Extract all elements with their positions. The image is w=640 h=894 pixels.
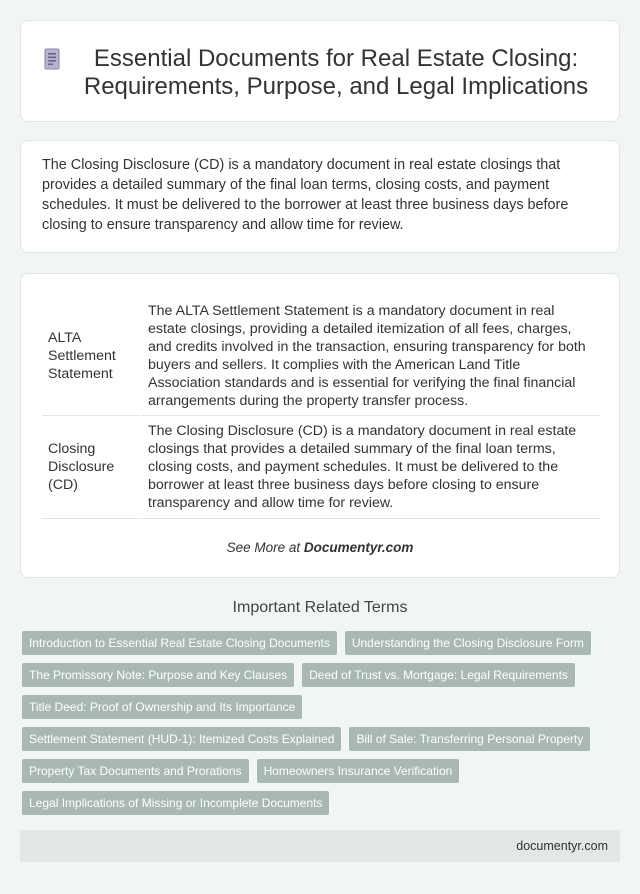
- see-more-link[interactable]: [21, 540, 619, 555]
- table-row: [42, 298, 600, 415]
- document-icon: [41, 47, 63, 73]
- title-wrap: [21, 21, 619, 101]
- related-term-tag[interactable]: Homeowners Insurance Verification: [257, 759, 460, 783]
- related-term-tag[interactable]: Introduction to Essential Real Estate Closing Documents: [22, 631, 337, 655]
- related-term-tag[interactable]: Title Deed: Proof of Ownership and Its Importance: [22, 695, 302, 719]
- related-terms-heading: Important Related Terms: [232, 599, 408, 616]
- related-terms-list: [22, 631, 622, 823]
- footer: [20, 830, 620, 862]
- related-term-tag[interactable]: Deed of Trust vs. Mortgage: Legal Requirements: [302, 663, 575, 687]
- description-cell: The ALTA Settlement Statement is a mandatory document in real estate closings, providing a detailed itemization of all fees, charges, and credits involved in the transaction, ensuring transparency for both buyers and sellers. It complies with the American Land Title Association standards and is essential for verifying the final financial arrangements during the property transfer process.: [142, 298, 600, 415]
- term-cell: ALTA Settlement Statement: [42, 298, 140, 415]
- table-row: [42, 415, 600, 518]
- related-term-tag[interactable]: Property Tax Documents and Prorations: [22, 759, 249, 783]
- term-cell: Closing Disclosure (CD): [42, 415, 140, 518]
- related-term-tag[interactable]: The Promissory Note: Purpose and Key Clauses: [22, 663, 294, 687]
- terms-table: [42, 298, 600, 519]
- related-term-tag[interactable]: Legal Implications of Missing or Incomplete Documents: [22, 791, 329, 815]
- related-term-tag[interactable]: Bill of Sale: Transferring Personal Property: [349, 727, 590, 751]
- related-term-tag[interactable]: Settlement Statement (HUD-1): Itemized Costs Explained: [22, 727, 341, 751]
- description-cell: The Closing Disclosure (CD) is a mandatory document in real estate closings that provides a detailed summary of the final loan terms, closing costs, and payment schedules. It must be delivered to the borrower at least three business days before closing to ensure transparency and allow time for review.: [142, 415, 600, 518]
- related-term-tag[interactable]: Understanding the Closing Disclosure Form: [345, 631, 591, 655]
- intro-text: The Closing Disclosure (CD) is a mandatory document in real estate closings that provides a detailed summary of the final loan terms, closing costs, and payment schedules. It must be delivered to the borrower at least three business days before closing to ensure transparency and allow time for review.: [42, 157, 569, 233]
- intro-card: [20, 140, 620, 253]
- see-more-prefix: See More at: [226, 540, 304, 555]
- title-card: [20, 20, 620, 122]
- page-title: Essential Documents for Real Estate Closing: Requirements, Purpose, and Legal Implications: [83, 45, 589, 100]
- footer-site[interactable]: documentyr.com: [516, 839, 608, 853]
- terms-table-card: [20, 273, 620, 578]
- see-more-site: Documentyr.com: [303, 540, 414, 555]
